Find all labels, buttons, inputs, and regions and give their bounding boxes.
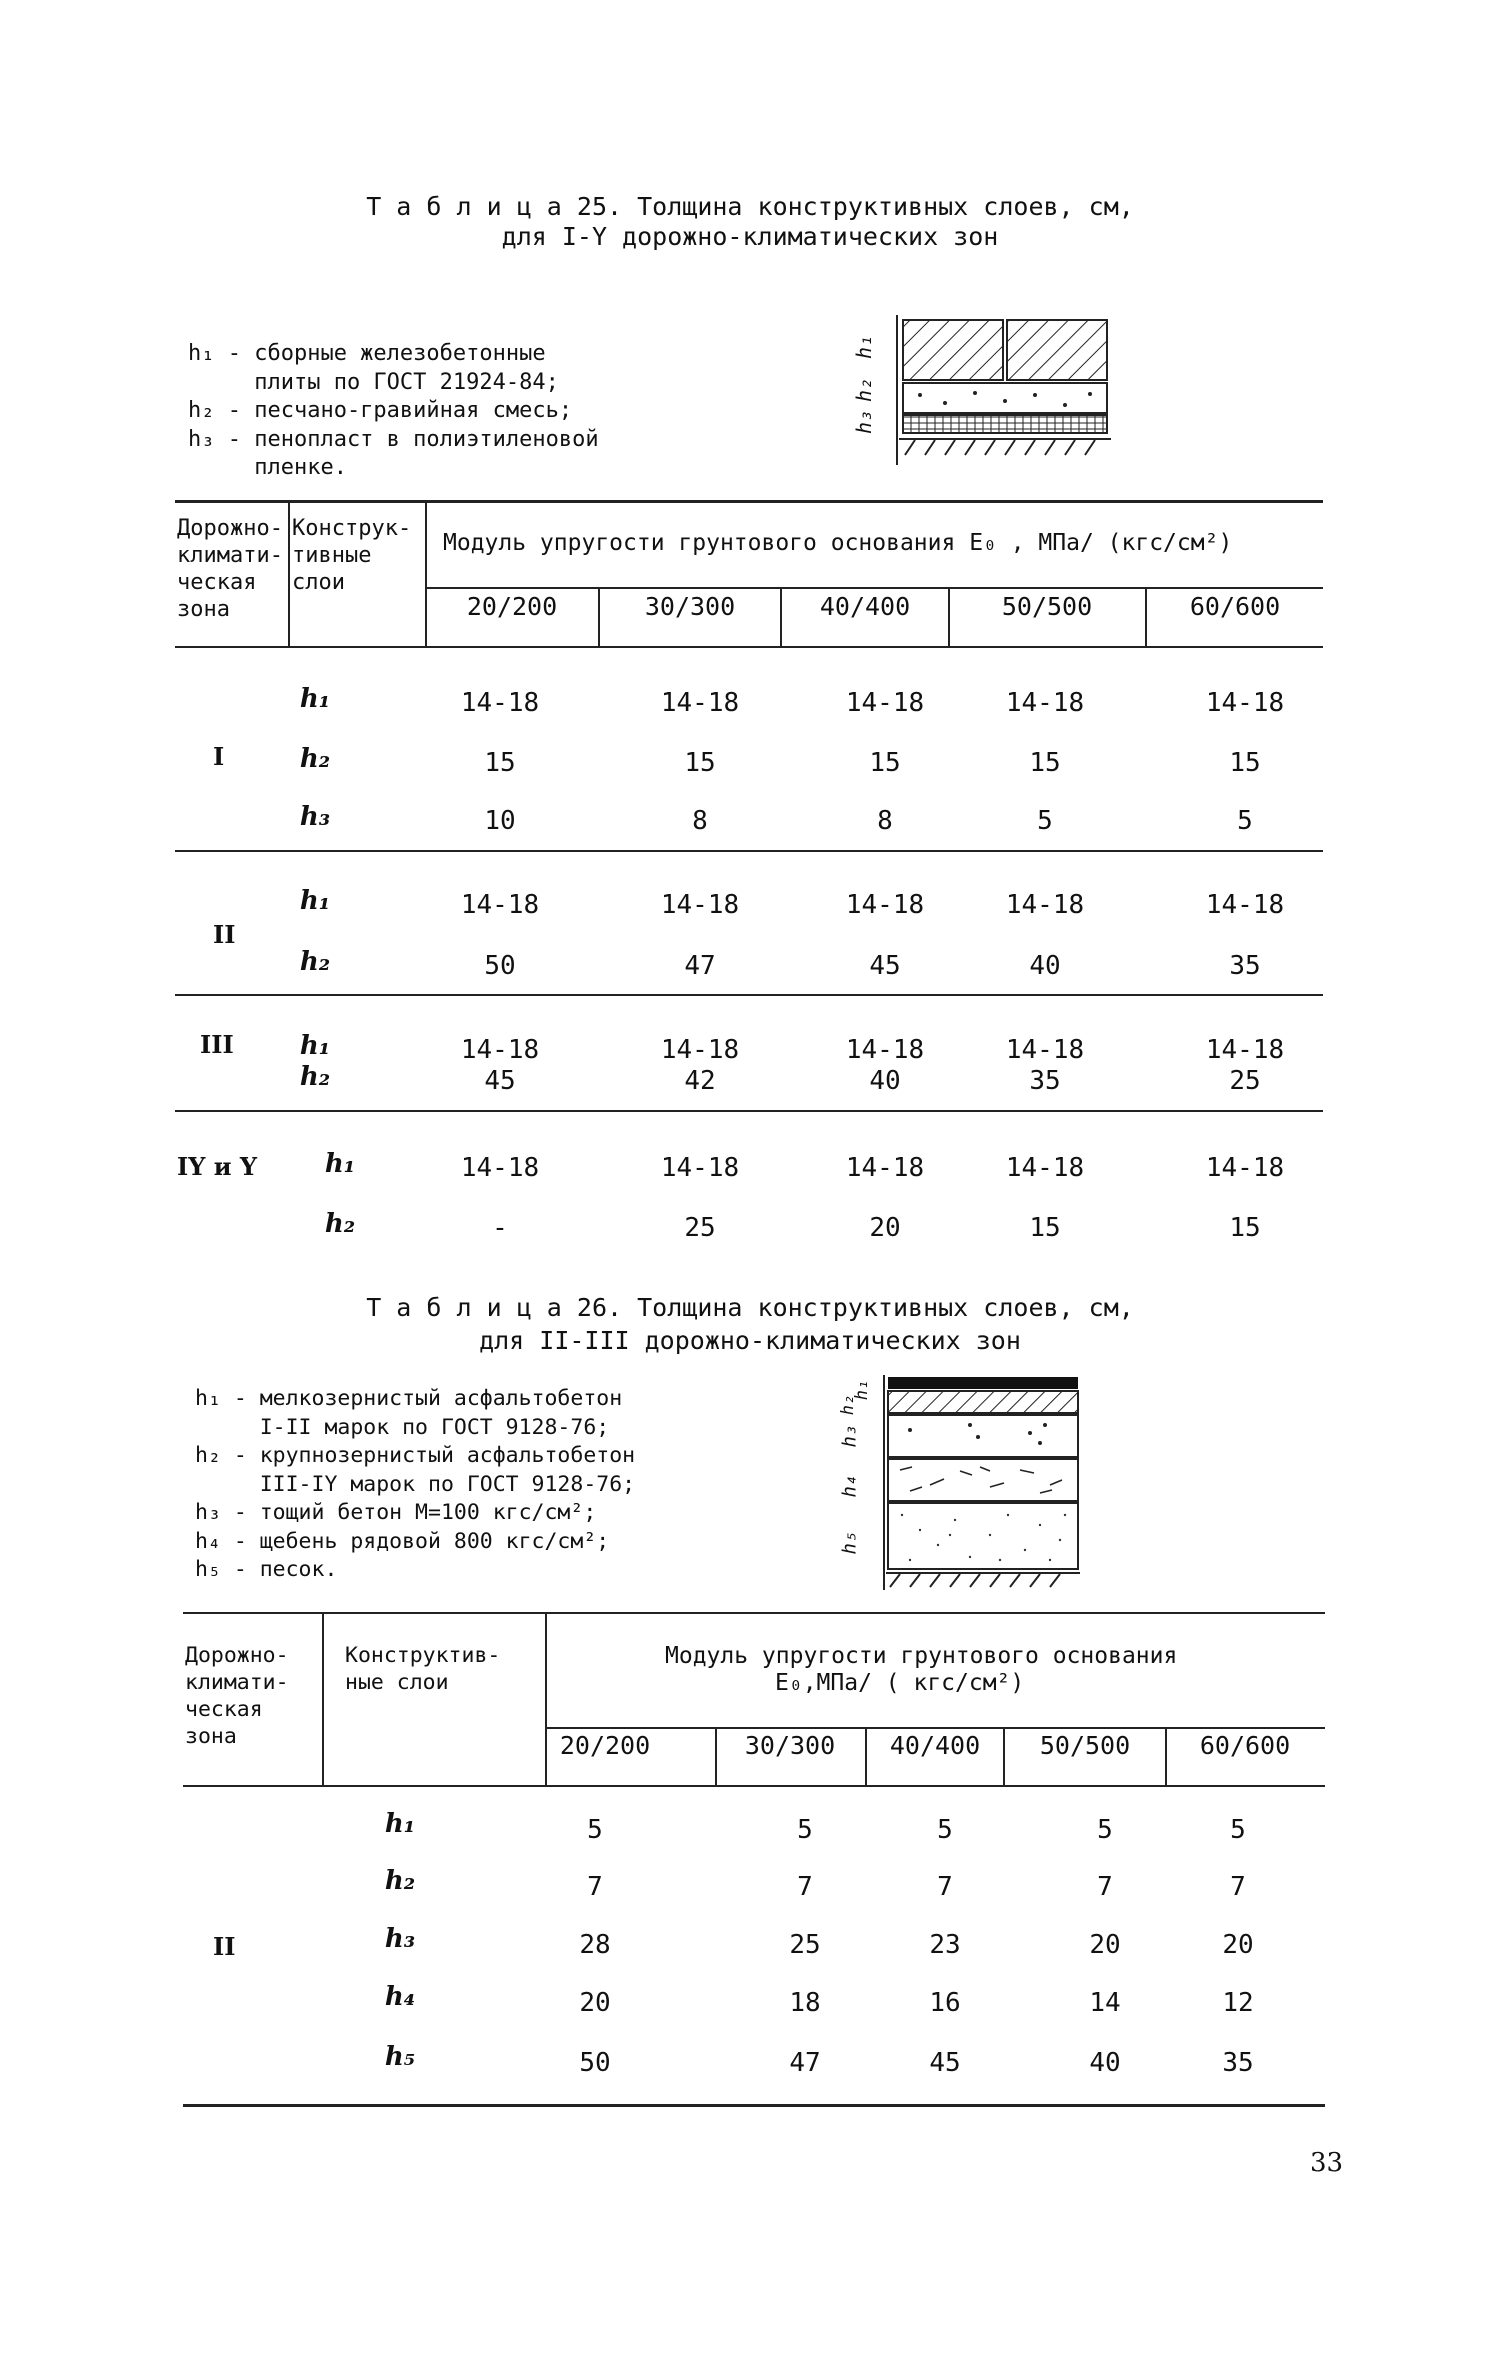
table26-cell: 5 — [1230, 1815, 1246, 1845]
table25-cell: 14-18 — [1005, 1035, 1085, 1065]
table26-cell: 50 — [579, 2048, 611, 2078]
table26-cell: 23 — [929, 1930, 961, 1960]
table25-legend: h₁ - сборные железобетонные плиты по ГОСТ 21924-84; h₂ - песчано-гравийная смесь; h₃ - пенопласт в полиэтиленовой пленке. — [188, 341, 599, 480]
table25-zone-label: I — [213, 742, 225, 771]
table25-cell: 8 — [877, 806, 893, 836]
table25-zone-label: II — [213, 920, 236, 949]
table26-cell: 5 — [1097, 1815, 1113, 1845]
table25-cell: 8 — [692, 806, 708, 836]
table26-cell: 18 — [789, 1988, 821, 2018]
page-number: 33 — [1310, 2148, 1344, 2178]
table26-cell: 7 — [587, 1872, 603, 1902]
table25-cell: 35 — [1229, 951, 1261, 981]
table25-layer-diagram — [855, 315, 1115, 465]
table26-legend: h₁ - мелкозернистый асфальтобетон I-II марок по ГОСТ 9128-76; h₂ - крупнозернистый асфальтобетон III-IY марок по ГОСТ 9128-76; h₃ - тощий бетон М=100 кгс/см²; h₄ - щебень рядовой 800 кгс/см²; h₅ - песок. — [195, 1386, 636, 1582]
table25-title-line2: для I-Y дорожно-климатических зон — [501, 222, 999, 251]
table26-layer-diagram — [840, 1375, 1090, 1590]
table25-cell: 15 — [1029, 1213, 1061, 1243]
table26-cell: 7 — [1097, 1872, 1113, 1902]
table25-cell: 25 — [684, 1213, 716, 1243]
table25-cell: 14-18 — [460, 1153, 540, 1183]
table25-cell: 14-18 — [1005, 890, 1085, 920]
table26-cell: 12 — [1222, 1988, 1254, 2018]
table25-column-header: 40/400 — [819, 592, 911, 621]
table26-cell: 14 — [1089, 1988, 1121, 2018]
table25-cell: 14-18 — [660, 1153, 740, 1183]
table26-layer-label: h₃ — [384, 1924, 416, 1954]
table25-cell: 14-18 — [660, 1035, 740, 1065]
table25-column-header: 30/300 — [644, 592, 736, 621]
table25-zone-label: III — [200, 1030, 234, 1059]
table26-column-header: 40/400 — [889, 1731, 981, 1760]
table25-cell: 15 — [1229, 748, 1261, 778]
table26-cell: 7 — [937, 1872, 953, 1902]
table26-diagram-label-h1: h₁ — [852, 1379, 873, 1401]
table26-cell: 7 — [797, 1872, 813, 1902]
table25-layer-label: h₁ — [324, 1149, 356, 1179]
table26-cell: 20 — [579, 1988, 611, 2018]
table26-cell: 45 — [929, 2048, 961, 2078]
table25-cell: 45 — [869, 951, 901, 981]
table26-diagram-label-h2: h₂ — [838, 1394, 859, 1416]
table25-cell: 14-18 — [1005, 688, 1085, 718]
table25-header-layers: Конструк- тивные слои — [292, 516, 412, 595]
table25-cell: 14-18 — [845, 688, 925, 718]
table26-cell: 5 — [797, 1815, 813, 1845]
table26-cell: 20 — [1089, 1930, 1121, 1960]
table25-cell: 5 — [1237, 806, 1253, 836]
table26-column-header: 20/200 — [559, 1731, 651, 1760]
table26-header-modulus-line2: E₀,МПа/ ( кгс/см²) — [775, 1670, 1025, 1696]
table25-cell: 14-18 — [845, 1153, 925, 1183]
table25-layer-label: h₁ — [299, 684, 331, 714]
table26-cell: 35 — [1222, 2048, 1254, 2078]
table25-cell: 15 — [1229, 1213, 1261, 1243]
table26-cell: 20 — [1222, 1930, 1254, 1960]
table26-header-zone: Дорожно- климати- ческая зона — [185, 1643, 289, 1749]
table26-title-line2: для II-III дорожно-климатических зон — [479, 1326, 1021, 1355]
table25-layer-label: h₃ — [299, 802, 331, 832]
table25-cell: 10 — [484, 806, 516, 836]
table25-cell: 14-18 — [1205, 1035, 1285, 1065]
table25-cell: 14-18 — [660, 890, 740, 920]
table26-zone-label: II — [213, 1932, 236, 1961]
table25-column-header: 20/200 — [466, 592, 558, 621]
table26-cell: 28 — [579, 1930, 611, 1960]
table25-cell: 14-18 — [1205, 890, 1285, 920]
table25-cell: 40 — [869, 1066, 901, 1096]
table25-cell: 14-18 — [1205, 688, 1285, 718]
table25-cell: 42 — [684, 1066, 716, 1096]
table25-diagram-label-h2: h₂ — [852, 377, 877, 403]
table25-cell: 15 — [684, 748, 716, 778]
table25-cell: 40 — [1029, 951, 1061, 981]
table25-cell: 14-18 — [460, 890, 540, 920]
table25-layer-label: h₂ — [324, 1209, 356, 1239]
table26-header-layers: Конструктив- ные слои — [345, 1643, 501, 1695]
table25-cell: 15 — [1029, 748, 1061, 778]
table25-cell: 5 — [1037, 806, 1053, 836]
table25-column-header: 60/600 — [1189, 592, 1281, 621]
table25-cell: 15 — [484, 748, 516, 778]
table25-diagram-label-h3: h₃ — [852, 409, 877, 435]
table26-diagram-label-h3: h₃ — [838, 1424, 861, 1448]
table26-cell: 7 — [1230, 1872, 1246, 1902]
table25-cell: 25 — [1229, 1066, 1261, 1096]
table25-layer-label: h₁ — [299, 886, 331, 916]
table25-zone-label: IY и Y — [177, 1152, 258, 1181]
table25-cell: 20 — [869, 1213, 901, 1243]
table25-cell: 14-18 — [660, 688, 740, 718]
table25-title-line1: Т а б л и ц а 25. Толщина конструктивных слоев, см, — [366, 192, 1134, 221]
table25-cell: 45 — [484, 1066, 516, 1096]
table26-cell: 5 — [937, 1815, 953, 1845]
table25-header-modulus: Модуль упругости грунтового основания E₀ , МПа/ (кгс/см²) — [443, 530, 1233, 556]
table26-layer-label: h₅ — [384, 2042, 416, 2072]
table25-layer-label: h₁ — [299, 1031, 331, 1061]
table25-cell: 35 — [1029, 1066, 1061, 1096]
table26-column-header: 60/600 — [1199, 1731, 1291, 1760]
table26-column-header: 30/300 — [744, 1731, 836, 1760]
table25-cell: 14-18 — [1205, 1153, 1285, 1183]
table26-cell: 25 — [789, 1930, 821, 1960]
table25-column-header: 50/500 — [1001, 592, 1093, 621]
table25-cell: - — [492, 1213, 508, 1243]
table26-cell: 16 — [929, 1988, 961, 2018]
table26-cell: 47 — [789, 2048, 821, 2078]
table25-cell: 15 — [869, 748, 901, 778]
table25-cell: 14-18 — [1005, 1153, 1085, 1183]
table25-cell: 50 — [484, 951, 516, 981]
table25-cell: 47 — [684, 951, 716, 981]
table26-layer-label: h₁ — [384, 1809, 416, 1839]
table26-header-modulus-line1: Модуль упругости грунтового основания — [665, 1643, 1178, 1669]
table26-column-header: 50/500 — [1039, 1731, 1131, 1760]
table26-layer-label: h₂ — [384, 1866, 416, 1896]
table26-diagram-label-h4: h₄ — [838, 1474, 861, 1498]
table26-diagram-label-h5: h₅ — [838, 1531, 861, 1555]
table25-layer-label: h₂ — [299, 947, 331, 977]
table25-layer-label: h₂ — [299, 744, 331, 774]
table26-cell: 40 — [1089, 2048, 1121, 2078]
table25-header-zone: Дорожно- климати- ческая зона — [177, 516, 283, 622]
table26-cell: 5 — [587, 1815, 603, 1845]
table25-cell: 14-18 — [460, 1035, 540, 1065]
table25-cell: 14-18 — [460, 688, 540, 718]
table26-title-line1: Т а б л и ц а 26. Толщина конструктивных слоев, см, — [366, 1293, 1134, 1322]
table25-diagram-label-h1: h₁ — [852, 334, 877, 360]
table25-cell: 14-18 — [845, 890, 925, 920]
table26-layer-label: h₄ — [384, 1982, 416, 2012]
table25-cell: 14-18 — [845, 1035, 925, 1065]
table25-layer-label: h₂ — [299, 1062, 331, 1092]
